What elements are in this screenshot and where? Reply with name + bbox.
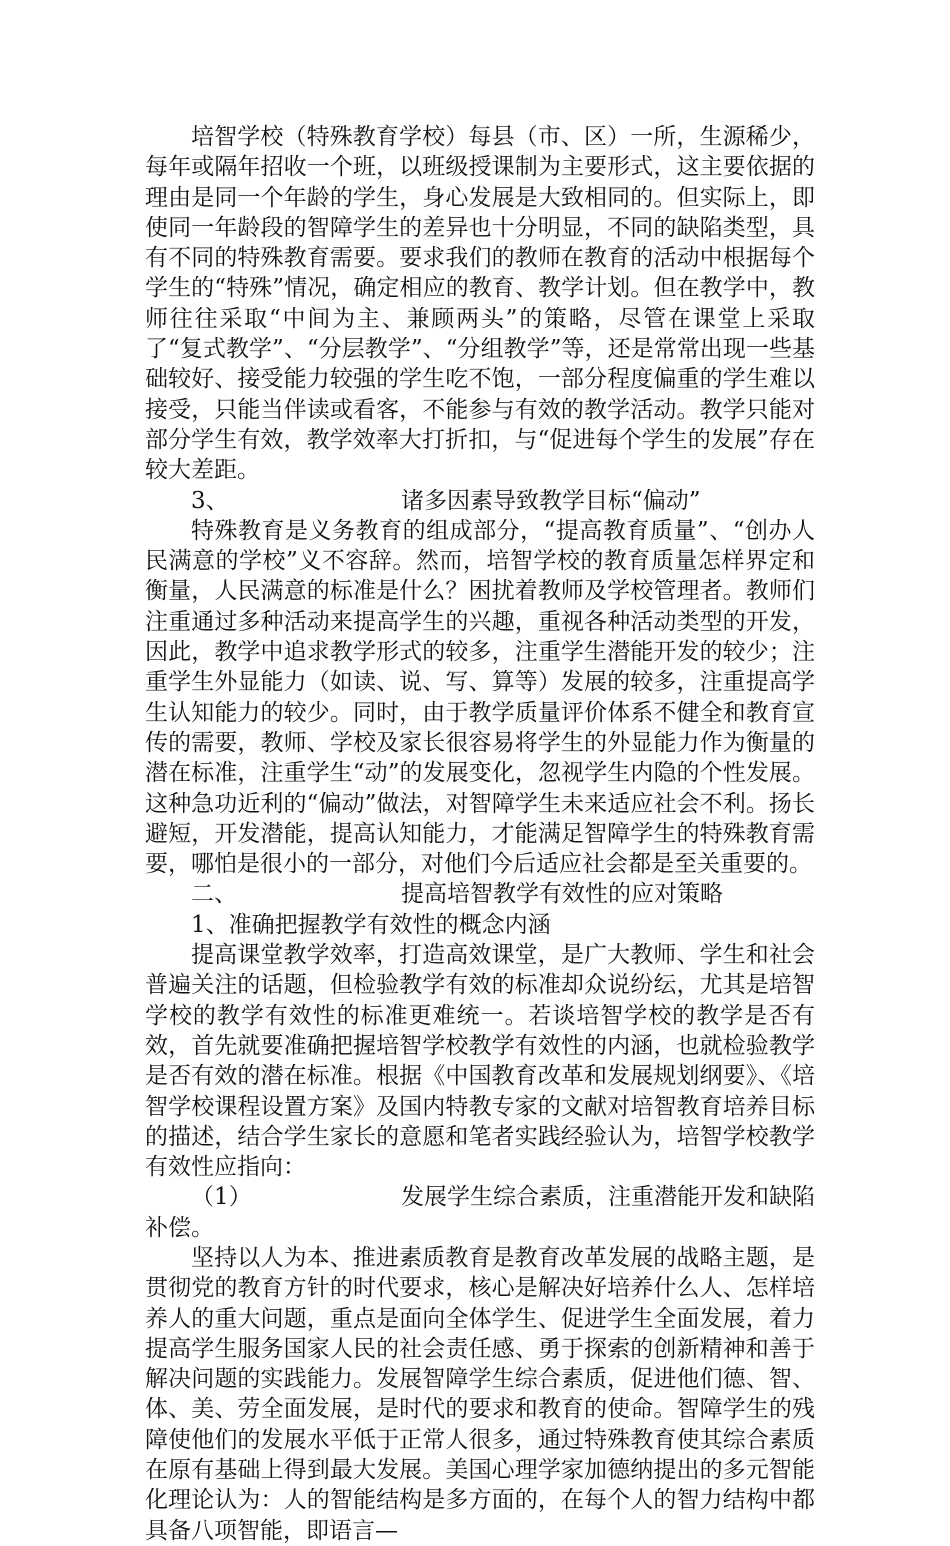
heading-title: 诸多因素导致教学目标“偏动” bbox=[401, 487, 701, 514]
paragraph-effectiveness-concept: 提高课堂教学效率，打造高效课堂，是广大教师、学生和社会普遍关注的话题，但检验教学有效的标准却众说纷纭，尤其是培智学校的教学有效性的标准更难统一。若谈培智学校的教学是否有效，首先就要准确把握培智学校教学有效性的内涵，也就检验教学是否有效的潜在标准。根据《中国教育改革和发展规划纲要》、《培智学校课程设置方案》及国内特教专家的文献对培智教育培养目标的描述，结合学生家长的意愿和笔者实践经验认为，培智学校教学有效性应指向： bbox=[145, 942, 815, 1181]
item-title: 发展学生综合素质，注重潜能开发和缺陷补偿。 bbox=[145, 1184, 815, 1241]
section-heading-2 bbox=[145, 879, 815, 909]
heading-number: 3、 bbox=[191, 487, 229, 514]
section-heading-3 bbox=[145, 486, 815, 516]
item-number: （1） bbox=[191, 1184, 252, 1211]
heading-title: 提高培智教学有效性的应对策略 bbox=[401, 881, 723, 908]
paragraph-teaching-goal-bias: 特殊教育是义务教育的组成部分，“提高教育质量”、“创办人民满意的学校”义不容辞。然而，培智学校的教育质量怎样界定和衡量，人民满意的标准是什么？困扰着教师及学校管理者。教师们注重通过多种活动来提高学生的兴趣，重视各种活动类型的开发，因此，教学中追求教学形式的较多，注重学生潜能开发的较少；注重学生外显能力（如读、说、写、算等）发展的较多，注重提高学生认知能力的较少。同时，由于教学质量评价体系不健全和教育宣传的需要，教师、学校及家长很容易将学生的外显能力作为衡量的潜在标准，注重学生“动”的发展变化，忽视学生内隐的个性发展。这种急功近利的“偏动”做法，对智障学生未来适应社会不利。扬长避短，开发潜能，提高认知能力，才能满足智障学生的特殊教育需要，哪怕是很小的一部分，对他们今后适应社会都是至关重要的。 bbox=[145, 517, 815, 878]
list-item-1 bbox=[145, 1182, 815, 1243]
heading-number: 二、 bbox=[191, 881, 237, 908]
document-page bbox=[145, 122, 815, 1546]
paragraph-quality-education: 坚持以人为本、推进素质教育是教育改革发展的战略主题，是贯彻党的教育方针的时代要求，核心是解决好培养什么人、怎样培养人的重大问题，重点是面向全体学生、促进学生全面发展，着力提高学生服务国家人民的社会责任感、勇于探索的创新精神和善于解决问题的实践能力。发展智障学生综合素质，促进他们德、智、体、美、劳全面发展，是时代的要求和教育的使命。智障学生的残障使他们的发展水平低于正常人很多，通过特殊教育使其综合素质在原有基础上得到最大发展。美国心理学家加德纳提出的多元智能化理论认为：人的智能结构是多方面的，在每个人的智力结构中都具备八项智能，即语言— bbox=[145, 1244, 815, 1544]
subheading-1: 1、准确把握教学有效性的概念内涵 bbox=[191, 911, 551, 938]
paragraph-class-teaching-issue: 培智学校（特殊教育学校）每县（市、区）一所，生源稀少，每年或隔年招收一个班，以班级授课制为主要形式，这主要依据的理由是同一个年龄的学生，身心发展是大致相同的。但实际上，即使同一年龄段的智障学生的差异也十分明显，不同的缺陷类型，具有不同的特殊教育需要。要求我们的教师在教育的活动中根据每个学生的“特殊”情况，确定相应的教育、教学计划。但在教学中，教师往往采取“中间为主、兼顾两头”的策略，尽管在课堂上采取了“复式教学”、“分层教学”、“分组教学”等，还是常常出现一些基础较好、接受能力较强的学生吃不饱，一部分程度偏重的学生难以接受，只能当伴读或看客，不能参与有效的教学活动。教学只能对部分学生有效，教学效率大打折扣，与“促进每个学生的发展”存在较大差距。 bbox=[145, 124, 815, 484]
